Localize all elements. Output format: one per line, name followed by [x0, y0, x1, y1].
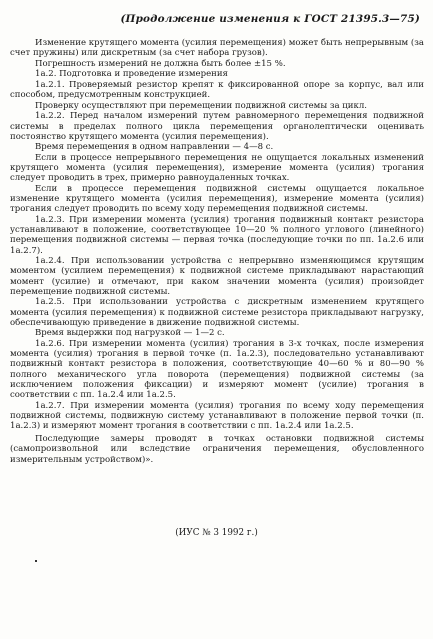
footer-note: (ИУС № 3 1992 г.)	[175, 528, 258, 538]
paragraph: 1а.2.7. При измерении момента (усилия) трогания по всему ходу перемещения подвижной системы, подвижную систему устанавливают в положение первой точки (п. 1а.2.3) и измеряют момент трогания в соответствии с пп. 1а.2.4 или 1а.2.5.	[10, 400, 424, 431]
paragraph: 1а.2.2. Перед началом измерений путем равномерного перемещения подвижной системы в пределах полного цикла перемещения органолептически оценивать постоянство крутящего момента (усилия перемещения).	[10, 111, 424, 142]
paragraph: Время выдержки под нагрузкой — 1—2 с.	[35, 328, 225, 339]
paragraph: 1а.2.4. При использовании устройства с непрерывно изменяющимся крутящим моментом (усилием перемещения) к подвижной системе прикладывают нарастающий момент (усилие) и отмечают, при каком значении момента (усилия) произойдет перемещение подвижной системы.	[10, 256, 424, 297]
paragraph: Если в процессе непрерывного перемещения не ощущается локальных изменений крутящего момента (усилия перемещения), измерение момента (усилия) трогания следует проводить в трех, примерно равноудаленных точках.	[10, 152, 424, 184]
paragraph: Изменение крутящего момента (усилия перемещения) может быть непрерывным (за счет пружины) или дискретным (за счет набора грузов).	[10, 38, 424, 59]
paragraph: Погрешность измерений не должна быть более ±15 %.	[35, 58, 286, 69]
scan-speck	[35, 560, 37, 562]
paragraph: Время перемещения в одном направлении — 4—8 с.	[35, 142, 274, 153]
page-header: (Продолжение изменения к ГОСТ 21395.3—75)	[120, 13, 420, 25]
paragraph: Проверку осуществляют при перемещении подвижной системы за цикл.	[35, 100, 367, 111]
section-heading: 1а.2. Подготовка и проведение измерения	[35, 69, 228, 80]
paragraph: Последующие замеры проводят в точках остановки подвижной системы (самопроизвольной или вследствие ограничения перемещения, обусловленного измерительным устройством)».	[10, 434, 424, 465]
paragraph: 1а.2.6. При измерении момента (усилия) трогания в 3-х точках, после измерения момента (усилия) трогания в первой точке (п. 1а.2.3), последовательно устанавливают подвижный контакт резистора в положения, соответствующие 40—60 % и 80—90 % полного механического угла поворота (перемещения) подвижной системы (за исключением положения фиксации) и измеряют момент (усилие) трогания в соответствии с пп. 1а.2.4 или 1а.2.5.	[10, 338, 424, 400]
paragraph: 1а.2.3. При измерении момента (усилия) трогания подвижный контакт резистора устанавливают в положение, соответствующее 10—20 % полного углового (линейного) перемещения подвижной системы — первая точка (последующие точки по пп. 1а.2.6 или 1а.2.7).	[10, 214, 424, 256]
paragraph: 1а.2.5. При использовании устройства с дискретным изменением крутящего момента (усилия перемещения) к подвижной системе резистора прикладывают нагрузку, обеспечивающую приведение в движение подвижной системы.	[10, 297, 424, 328]
paragraph: 1а.2.1. Проверяемый резистор крепят к фиксированной опоре за корпус, вал или способом, предусмотренным конструкцией.	[10, 79, 424, 101]
document-body	[10, 38, 424, 465]
paragraph: Если в процессе перемещения подвижной системы ощущается локальное изменение крутящего момента (усилия перемещения), измерение момента (усилия) трогания следует проводить по всему ходу перемещения подвижной системы.	[10, 183, 424, 215]
